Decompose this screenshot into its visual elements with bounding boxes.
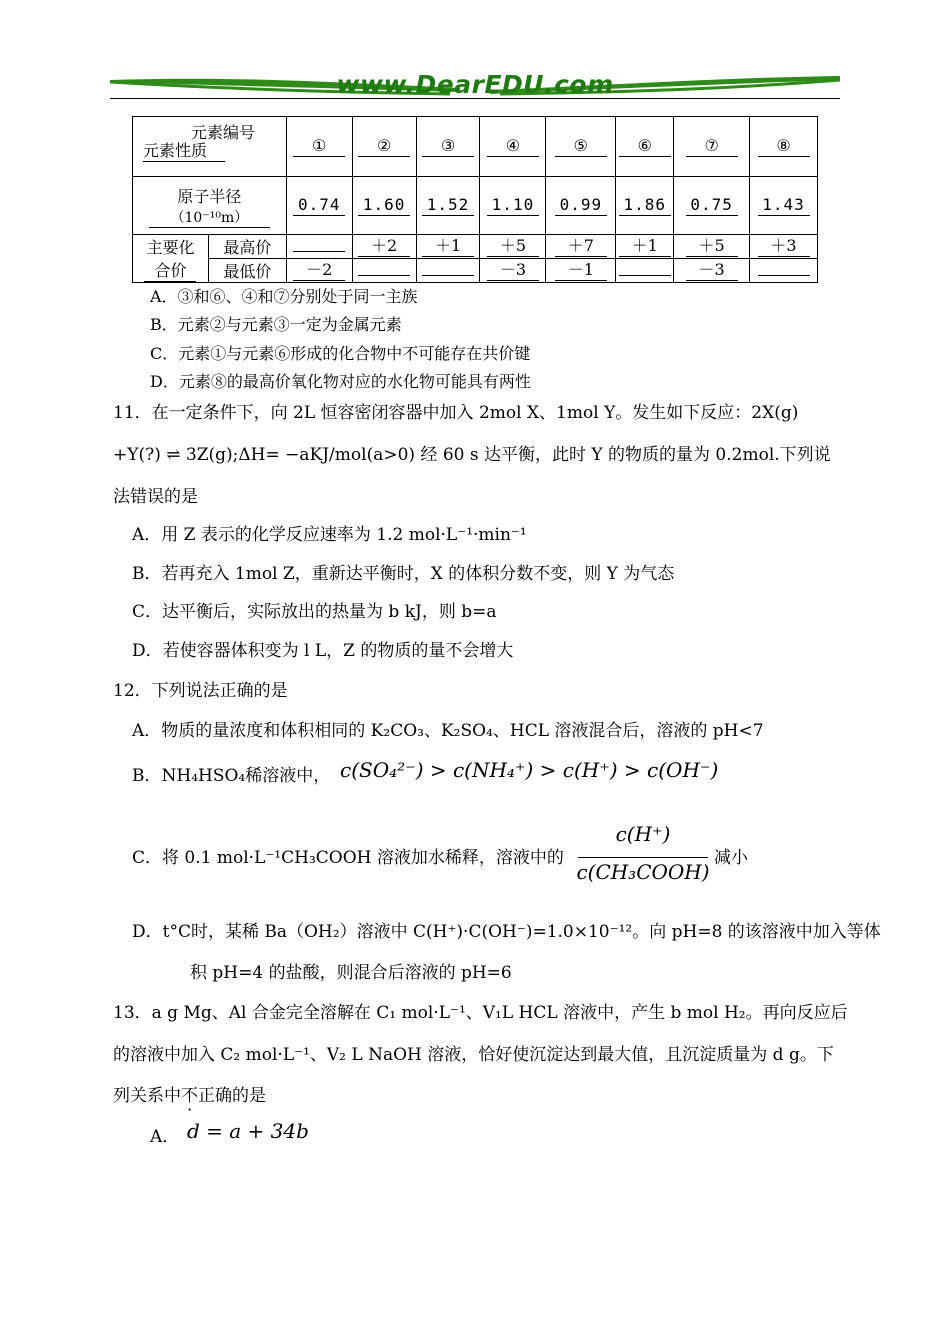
q12-option-b-inequality: c(SO₄²⁻) > c(NH₄⁺) > c(H⁺) > c(OH⁻) (340, 758, 719, 782)
id-cell: ② (352, 117, 416, 177)
q13-stem-line3: 列关系中不正确的是 (113, 1086, 266, 1106)
max-valence-label: 最高价 (208, 235, 286, 259)
id-cell: ⑥ (616, 117, 674, 177)
q12-stem: 12．下列说法正确的是 (113, 681, 288, 701)
corner-top-label: 元素编号 (191, 122, 256, 142)
id-cell: ③ (416, 117, 480, 177)
radius-cell: 0.99 (546, 177, 616, 235)
q13-option-a-equation: d = a + 34b (187, 1119, 309, 1143)
max-valence-cell: ＋1 (616, 235, 674, 259)
radius-cell: 0.75 (674, 177, 750, 235)
id-cell: ⑤ (546, 117, 616, 177)
q11-option-a: A．用 Z 表示的化学反应速率为 1.2 mol·L⁻¹·min⁻¹ (132, 525, 527, 545)
id-cell: ⑧ (750, 117, 818, 177)
radius-cell: 1.86 (616, 177, 674, 235)
table-corner-header (133, 117, 287, 177)
q11-option-d: D．若使容器体积变为 l L，Z 的物质的量不会增大 (132, 641, 514, 661)
id-cell: ⑦ (674, 117, 750, 177)
max-valence-cell: ＋2 (352, 235, 416, 259)
max-valence-cell (286, 235, 352, 259)
fraction-bar (578, 857, 708, 858)
q12-option-d-line2: 积 pH=4 的盐酸，则混合后溶液的 pH=6 (190, 963, 512, 983)
min-valence-cell: －3 (674, 259, 750, 283)
corner-bottom-label: 元素性质 (143, 138, 225, 162)
radius-cell: 0.74 (286, 177, 352, 235)
q10-option-b: B．元素②与元素③一定为金属元素 (150, 315, 402, 334)
q13-stem-line2: 的溶液中加入 C₂ mol·L⁻¹、V₂ L NaOH 溶液，恰好使沉淀达到最大值，且沉淀质量为 d g。下 (113, 1045, 834, 1065)
q10-option-c: C．元素①与元素⑥形成的化合物中不可能存在共价键 (150, 344, 531, 363)
max-valence-cell: ＋7 (546, 235, 616, 259)
min-valence-cell (616, 259, 674, 283)
header-rule (110, 98, 840, 99)
q12-option-c-tail: 减小 (714, 848, 748, 868)
site-header (110, 62, 840, 106)
min-valence-cell (416, 259, 480, 283)
element-property-table (132, 116, 818, 283)
q11-option-c: C．达平衡后，实际放出的热量为 b kJ，则 b=a (132, 602, 497, 622)
min-valence-cell: －3 (480, 259, 546, 283)
q12-option-d-line1: D．t°C时，某稀 Ba（OH₂）溶液中 C(H⁺)·C(OH⁻)=1.0×10⁻¹²。向 pH=8 的该溶液中加入等体 (132, 922, 881, 942)
min-valence-cell: －1 (546, 259, 616, 283)
valence-row-label: 主要化 合价 (133, 235, 209, 283)
max-valence-cell: ＋5 (480, 235, 546, 259)
q11-option-b: B．若再充入 1mol Z，重新达平衡时，X 的体积分数不变，则 Y 为气态 (132, 564, 675, 584)
min-valence-cell (750, 259, 818, 283)
q11-stem-line1: 11．在一定条件下，向 2L 恒容密闭容器中加入 2mol X、1mol Y。发生如下反应：2X(g) (113, 403, 799, 423)
q10-option-a: A．③和⑥、④和⑦分别处于同一主族 (150, 287, 418, 306)
q12-option-a: A．物质的量浓度和体积相同的 K₂CO₃、K₂SO₄、HCL 溶液混合后，溶液的 pH<7 (132, 721, 764, 741)
q13-option-a-label: A． (150, 1127, 180, 1147)
max-valence-cell: ＋3 (750, 235, 818, 259)
min-valence-cell (352, 259, 416, 283)
id-cell: ④ (480, 117, 546, 177)
q11-stem-line3: 法错误的是 (113, 487, 198, 507)
q12-option-c-numerator: c(H⁺) (615, 822, 671, 846)
radius-cell: 1.43 (750, 177, 818, 235)
q12-option-c-text: C．将 0.1 mol·L⁻¹CH₃COOH 溶液加水稀释，溶液中的 (132, 848, 564, 868)
radius-row-label: 原子半径 （10⁻¹⁰m） (133, 177, 287, 235)
site-url-logo: www.DearEDU.com (336, 70, 614, 99)
radius-cell: 1.60 (352, 177, 416, 235)
radius-cell: 1.10 (480, 177, 546, 235)
q11-stem-line2: +Y(?) ⇌ 3Z(g);ΔH= −aKJ/mol(a>0) 经 60 s 达平衡，此时 Y 的物质的量为 0.2mol.下列说 (113, 445, 831, 465)
max-valence-cell: ＋5 (674, 235, 750, 259)
id-cell: ① (286, 117, 352, 177)
q12-option-c-denominator: c(CH₃COOH) (576, 860, 710, 884)
max-valence-cell: ＋1 (416, 235, 480, 259)
emphasis-dot-char: 不 (181, 1086, 198, 1106)
min-valence-cell: －2 (286, 259, 352, 283)
q12-option-b-text: B．NH₄HSO₄稀溶液中， (132, 766, 331, 786)
min-valence-label: 最低价 (208, 259, 286, 283)
radius-cell: 1.52 (416, 177, 480, 235)
q10-option-d: D．元素⑧的最高价氧化物对应的水化物可能具有两性 (150, 372, 531, 391)
q13-stem-line1: 13．a g Mg、Al 合金完全溶解在 C₁ mol·L⁻¹、V₁L HCL 溶液中，产生 b mol H₂。再向反应后 (113, 1003, 848, 1023)
